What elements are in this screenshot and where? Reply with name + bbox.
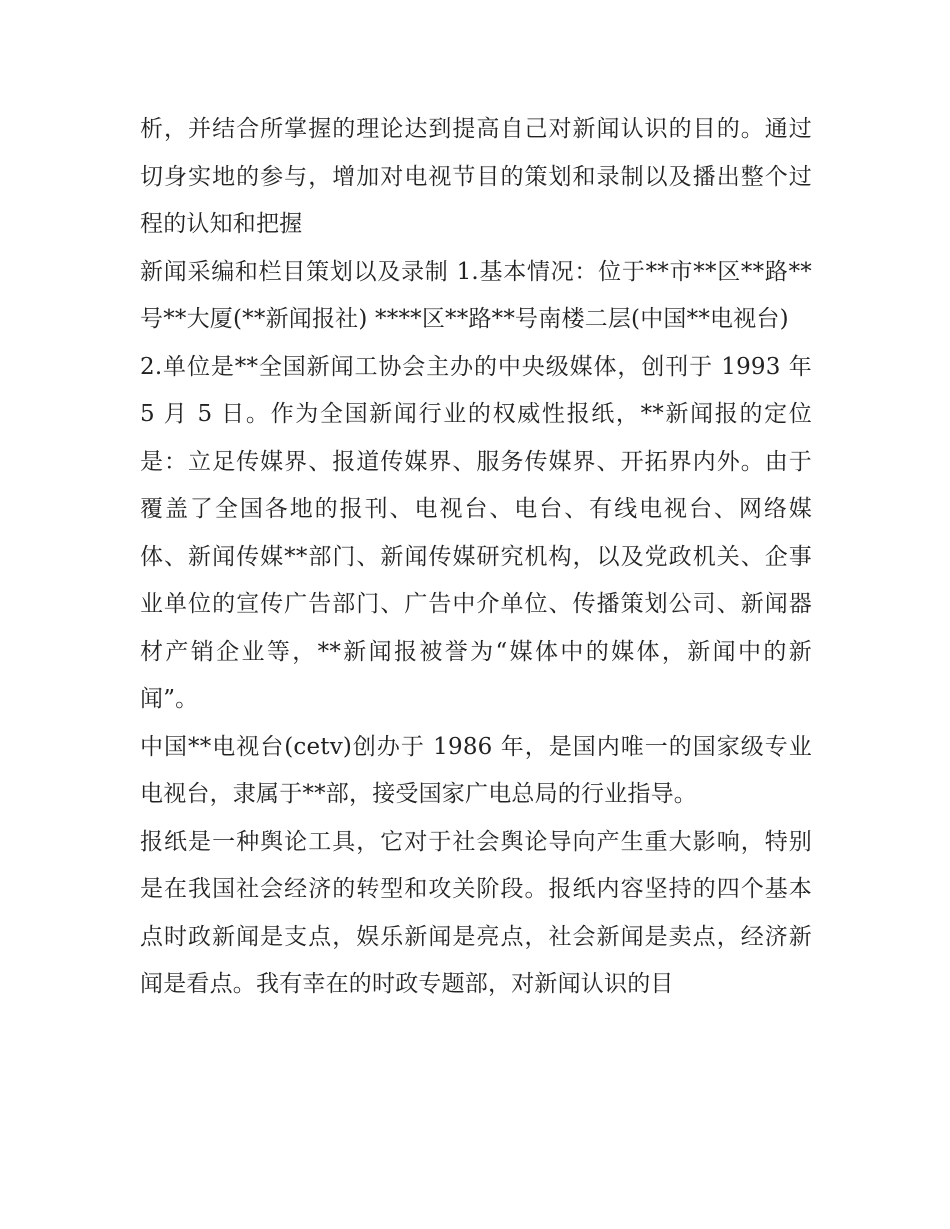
paragraph-2: 新闻采编和栏目策划以及录制 1.基本情况：位于**市**区**路**号**大厦(**新闻报社) ****区**路**号南楼二层(中国**电视台) [140,258,812,332]
document-body [140,106,812,1009]
paragraph-4: 中国**电视台(cetv)创办于 1986 年，是国内唯一的国家级专业电视台，隶属于**部，接受国家广电总局的行业指导。 [140,733,812,807]
paragraph-5: 报纸是一种舆论工具，它对于社会舆论导向产生重大影响，特别是在我国社会经济的转型和攻关阶段。报纸内容坚持的四个基本点时政新闻是支点，娱乐新闻是亮点，社会新闻是卖点，经济新闻是看点。我有幸在的时政专题部，对新闻认识的目 [140,828,812,997]
paragraph-1: 析，并结合所掌握的理论达到提高自己对新闻认识的目的。通过切身实地的参与，增加对电视节目的策划和录制以及播出整个过程的认知和把握 [140,116,812,237]
paragraph-3: 2.单位是**全国新闻工协会主办的中央级媒体，创刊于 1993 年 5 月 5 日。作为全国新闻行业的权威性报纸，**新闻报的定位是：立足传媒界、报道传媒界、服务传媒界、开拓界内外。由于覆盖了全国各地的报刊、电视台、电台、有线电视台、网络媒体、新闻传媒**部门、新闻传媒研究机构，以及党政机关、企事业单位的宣传广告部门、广告中介单位、传播策划公司、新闻器材产销企业等，**新闻报被誉为“媒体中的媒体，新闻中的新闻”。 [140,353,812,712]
